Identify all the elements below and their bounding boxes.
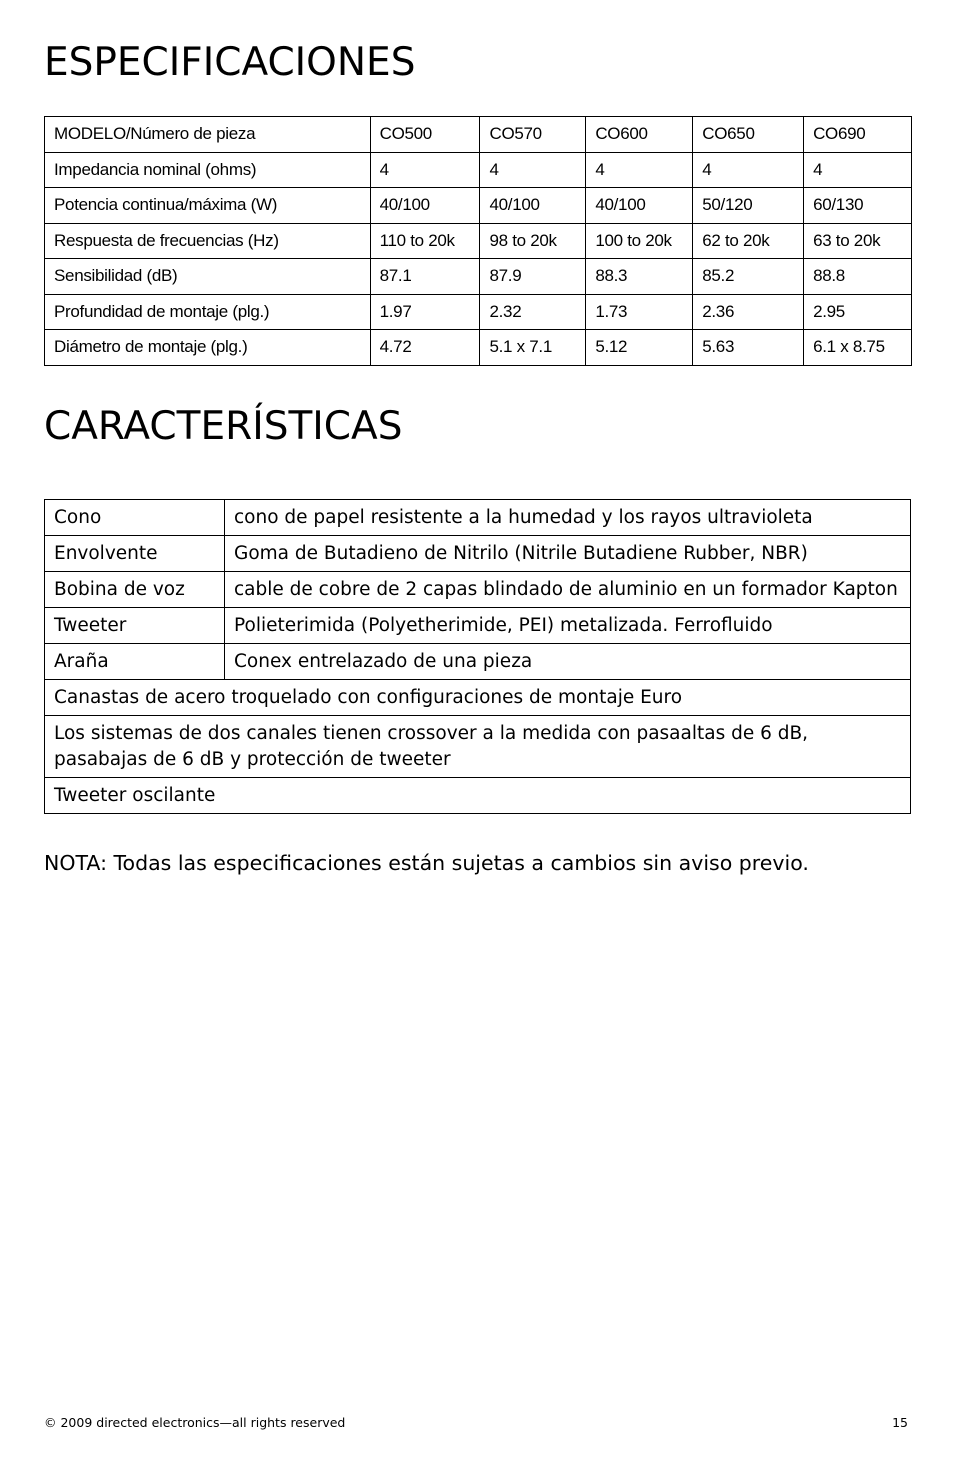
table-cell: 62 to 20k: [693, 223, 804, 259]
table-cell: 4.72: [370, 330, 480, 366]
page-number: 15: [892, 1415, 908, 1430]
features-table: [44, 499, 911, 814]
feature-value: cable de cobre de 2 capas blindado de aluminio en un formador Kapton: [225, 572, 911, 608]
table-cell: 5.1 x 7.1: [480, 330, 586, 366]
table-cell: 4: [370, 152, 480, 188]
header-cell: CO500: [370, 117, 480, 153]
table-cell: 100 to 20k: [586, 223, 693, 259]
row-label: Diámetro de montaje (plg.): [45, 330, 371, 366]
table-header-row: [45, 117, 912, 153]
table-cell: 2.95: [804, 294, 912, 330]
table-cell: 5.12: [586, 330, 693, 366]
specifications-title: ESPECIFICACIONES: [44, 40, 416, 85]
table-row: [45, 259, 912, 295]
header-cell: CO650: [693, 117, 804, 153]
table-cell: 50/120: [693, 188, 804, 224]
table-row: [45, 152, 912, 188]
feature-row: [45, 500, 911, 536]
specifications-table: [44, 116, 912, 366]
row-label: Profundidad de montaje (plg.): [45, 294, 371, 330]
feature-full-row: Tweeter oscilante: [45, 778, 911, 814]
feature-row: [45, 680, 911, 716]
feature-label: Cono: [45, 500, 225, 536]
row-label: Impedancia nominal (ohms): [45, 152, 371, 188]
table-cell: 88.3: [586, 259, 693, 295]
feature-label: Bobina de voz: [45, 572, 225, 608]
table-cell: 63 to 20k: [804, 223, 912, 259]
feature-row: [45, 778, 911, 814]
table-cell: 5.63: [693, 330, 804, 366]
table-cell: 2.36: [693, 294, 804, 330]
table-cell: 4: [480, 152, 586, 188]
header-cell: CO690: [804, 117, 912, 153]
table-cell: 2.32: [480, 294, 586, 330]
row-label: Sensibilidad (dB): [45, 259, 371, 295]
table-cell: 1.97: [370, 294, 480, 330]
table-cell: 40/100: [480, 188, 586, 224]
feature-value: Conex entrelazado de una pieza: [225, 644, 911, 680]
header-cell: CO600: [586, 117, 693, 153]
table-cell: 87.9: [480, 259, 586, 295]
table-cell: 6.1 x 8.75: [804, 330, 912, 366]
table-cell: 87.1: [370, 259, 480, 295]
table-cell: 98 to 20k: [480, 223, 586, 259]
feature-full-row: Canastas de acero troquelado con configuraciones de montaje Euro: [45, 680, 911, 716]
table-cell: 4: [804, 152, 912, 188]
table-cell: 85.2: [693, 259, 804, 295]
row-label: Respuesta de frecuencias (Hz): [45, 223, 371, 259]
feature-label: Tweeter: [45, 608, 225, 644]
feature-value: Polieterimida (Polyetherimide, PEI) metalizada. Ferrofluido: [225, 608, 911, 644]
feature-value: cono de papel resistente a la humedad y los rayos ultravioleta: [225, 500, 911, 536]
header-cell: MODELO/Número de pieza: [45, 117, 371, 153]
feature-row: [45, 608, 911, 644]
feature-label: Araña: [45, 644, 225, 680]
table-cell: 40/100: [370, 188, 480, 224]
row-label: Potencia continua/máxima (W): [45, 188, 371, 224]
feature-full-row: Los sistemas de dos canales tienen crossover a la medida con pasaaltas de 6 dB, pasabajas de 6 dB y protección de tweeter: [45, 716, 911, 778]
table-cell: 60/130: [804, 188, 912, 224]
feature-label: Envolvente: [45, 536, 225, 572]
table-cell: 40/100: [586, 188, 693, 224]
table-row: [45, 223, 912, 259]
feature-row: [45, 716, 911, 778]
feature-value: Goma de Butadieno de Nitrilo (Nitrile Butadiene Rubber, NBR): [225, 536, 911, 572]
table-cell: 4: [586, 152, 693, 188]
header-cell: CO570: [480, 117, 586, 153]
feature-row: [45, 536, 911, 572]
table-cell: 88.8: [804, 259, 912, 295]
footer-copyright: © 2009 directed electronics—all rights reserved: [44, 1415, 346, 1430]
table-cell: 110 to 20k: [370, 223, 480, 259]
table-row: [45, 330, 912, 366]
table-row: [45, 188, 912, 224]
table-row: [45, 294, 912, 330]
features-title: CARACTERÍSTICAS: [44, 404, 403, 449]
feature-row: [45, 644, 911, 680]
table-cell: 4: [693, 152, 804, 188]
table-cell: 1.73: [586, 294, 693, 330]
note-text: NOTA: Todas las especificaciones están sujetas a cambios sin aviso previo.: [44, 851, 809, 875]
feature-row: [45, 572, 911, 608]
